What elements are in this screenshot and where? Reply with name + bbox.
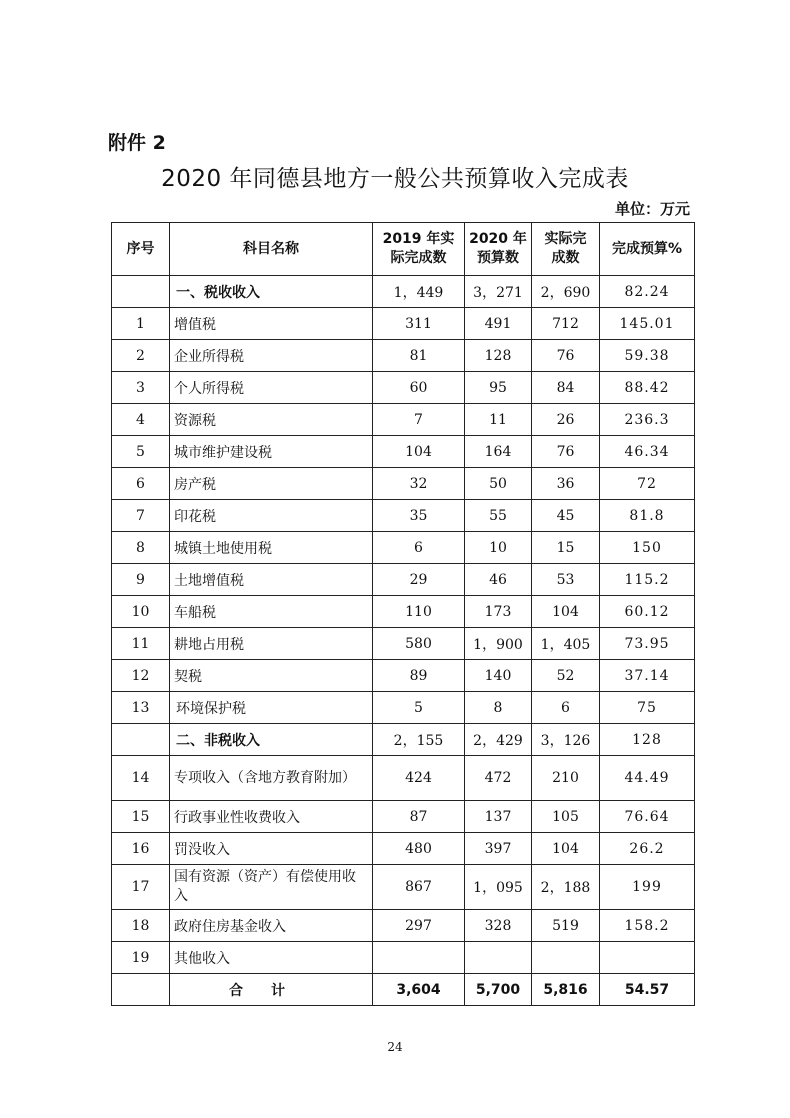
row-actual-2019: 110: [373, 596, 465, 628]
row-name: 国有资源（资产）有偿使用收入: [170, 865, 373, 910]
row-seq: 9: [112, 564, 170, 596]
total-actual-2019: 3,604: [373, 974, 465, 1006]
row-budget-2020: 8: [465, 692, 532, 724]
row-name: 个人所得税: [170, 372, 373, 404]
row-budget-2020: 46: [465, 564, 532, 596]
row-pct: 82.24: [600, 276, 695, 308]
row-actual: 52: [532, 660, 600, 692]
row-actual: 6: [532, 692, 600, 724]
row-actual-2019: 311: [373, 308, 465, 340]
table-row: [112, 660, 695, 692]
row-name: 契税: [170, 660, 373, 692]
col-header-actual-line2: 成数: [551, 250, 580, 266]
row-actual-2019: 424: [373, 756, 465, 801]
row-budget-2020: 55: [465, 500, 532, 532]
row-seq: 4: [112, 404, 170, 436]
total-actual: 5,816: [532, 974, 600, 1006]
row-actual-2019: 297: [373, 910, 465, 942]
row-actual: [532, 942, 600, 974]
row-pct: 60.12: [600, 596, 695, 628]
row-seq: 2: [112, 340, 170, 372]
row-actual-2019: 60: [373, 372, 465, 404]
row-pct: 44.49: [600, 756, 695, 801]
table-row: [112, 942, 695, 974]
row-name: 二、非税收入: [170, 724, 373, 756]
row-pct: 115.2: [600, 564, 695, 596]
row-seq: 13: [112, 692, 170, 724]
table-row: [112, 692, 695, 724]
row-seq: 16: [112, 833, 170, 865]
row-actual: 105: [532, 801, 600, 833]
row-actual-2019: 104: [373, 436, 465, 468]
col-header-budget-2020-line1: 2020 年: [469, 231, 527, 247]
row-seq: 18: [112, 910, 170, 942]
row-actual-2019: 7: [373, 404, 465, 436]
row-actual: 104: [532, 596, 600, 628]
attachment-label: 附件 2: [108, 132, 166, 154]
row-actual-2019: 6: [373, 532, 465, 564]
total-seq-empty: [112, 974, 170, 1006]
row-name: 城镇土地使用税: [170, 532, 373, 564]
row-pct: 150: [600, 532, 695, 564]
row-budget-2020: 173: [465, 596, 532, 628]
row-budget-2020: 472: [465, 756, 532, 801]
row-pct: 145.01: [600, 308, 695, 340]
row-pct: 75: [600, 692, 695, 724]
row-budget-2020: [465, 942, 532, 974]
row-pct: 37.14: [600, 660, 695, 692]
table-row: [112, 532, 695, 564]
row-actual: 45: [532, 500, 600, 532]
row-pct: 46.34: [600, 436, 695, 468]
row-pct: 199: [600, 865, 695, 910]
row-actual: 76: [532, 436, 600, 468]
row-budget-2020: 2，429: [465, 724, 532, 756]
row-name: 耕地占用税: [170, 628, 373, 660]
row-name: 罚没收入: [170, 833, 373, 865]
row-budget-2020: 328: [465, 910, 532, 942]
row-seq: 6: [112, 468, 170, 500]
table-row: [112, 404, 695, 436]
row-seq: 17: [112, 865, 170, 910]
table-row: [112, 865, 695, 910]
row-budget-2020: 137: [465, 801, 532, 833]
row-actual: 519: [532, 910, 600, 942]
col-header-budget-2020-line2: 预算数: [477, 250, 519, 266]
row-actual-2019: 2，155: [373, 724, 465, 756]
row-seq: [112, 724, 170, 756]
row-actual: 1，405: [532, 628, 600, 660]
col-header-actual-2019: [373, 223, 465, 276]
table-row: [112, 833, 695, 865]
row-seq: 5: [112, 436, 170, 468]
row-actual-2019: 87: [373, 801, 465, 833]
col-header-actual: [532, 223, 600, 276]
row-pct: [600, 942, 695, 974]
row-name: 城市维护建设税: [170, 436, 373, 468]
total-pct: 54.57: [600, 974, 695, 1006]
row-seq: 12: [112, 660, 170, 692]
row-budget-2020: 1，095: [465, 865, 532, 910]
row-pct: 236.3: [600, 404, 695, 436]
row-actual: 2，188: [532, 865, 600, 910]
row-seq: 7: [112, 500, 170, 532]
row-seq: 11: [112, 628, 170, 660]
table-row: [112, 372, 695, 404]
row-budget-2020: 140: [465, 660, 532, 692]
row-budget-2020: 491: [465, 308, 532, 340]
row-name: 行政事业性收费收入: [170, 801, 373, 833]
row-actual: 3，126: [532, 724, 600, 756]
table-row: [112, 564, 695, 596]
col-header-actual-line1: 实际完: [544, 231, 587, 247]
table-row: [112, 628, 695, 660]
row-budget-2020: 164: [465, 436, 532, 468]
table-header-row: [112, 223, 695, 276]
col-header-actual-2019-line2: 际完成数: [390, 250, 447, 266]
table-row: [112, 468, 695, 500]
row-actual: 36: [532, 468, 600, 500]
table-row: [112, 801, 695, 833]
row-actual: 76: [532, 340, 600, 372]
row-name: 资源税: [170, 404, 373, 436]
table-row-section-tax: [112, 276, 695, 308]
row-seq: 8: [112, 532, 170, 564]
row-pct: 88.42: [600, 372, 695, 404]
row-seq: [112, 276, 170, 308]
table-row: [112, 500, 695, 532]
unit-label: 单位：万元: [614, 200, 690, 218]
row-pct: 59.38: [600, 340, 695, 372]
row-actual: 2，690: [532, 276, 600, 308]
row-budget-2020: 10: [465, 532, 532, 564]
row-budget-2020: 397: [465, 833, 532, 865]
row-actual-2019: 1，449: [373, 276, 465, 308]
row-pct: 26.2: [600, 833, 695, 865]
page-number: 24: [387, 1040, 403, 1054]
col-header-name: 科目名称: [170, 223, 373, 276]
row-pct: 81.8: [600, 500, 695, 532]
row-name: 其他收入: [170, 942, 373, 974]
row-actual-2019: 81: [373, 340, 465, 372]
row-name: 环境保护税: [170, 692, 373, 724]
row-actual-2019: 867: [373, 865, 465, 910]
row-seq: 15: [112, 801, 170, 833]
row-pct: 158.2: [600, 910, 695, 942]
table-row-total: [112, 974, 695, 1006]
row-name: 车船税: [170, 596, 373, 628]
row-seq: 3: [112, 372, 170, 404]
table-row: [112, 910, 695, 942]
col-header-budget-2020: [465, 223, 532, 276]
row-pct: 73.95: [600, 628, 695, 660]
table-row: [112, 596, 695, 628]
row-actual: 104: [532, 833, 600, 865]
row-name: 专项收入（含地方教育附加）: [170, 756, 373, 801]
row-pct: 128: [600, 724, 695, 756]
table-row-section-nontax: [112, 724, 695, 756]
col-header-pct: 完成预算%: [600, 223, 695, 276]
row-name: 印花税: [170, 500, 373, 532]
row-pct: 76.64: [600, 801, 695, 833]
row-actual: 26: [532, 404, 600, 436]
row-name: 一、税收收入: [170, 276, 373, 308]
table-row: [112, 340, 695, 372]
row-budget-2020: 95: [465, 372, 532, 404]
row-name: 房产税: [170, 468, 373, 500]
row-seq: 1: [112, 308, 170, 340]
row-actual: 712: [532, 308, 600, 340]
row-actual-2019: 29: [373, 564, 465, 596]
row-name: 土地增值税: [170, 564, 373, 596]
revenue-table: [111, 222, 695, 1006]
row-budget-2020: 50: [465, 468, 532, 500]
table-row: [112, 436, 695, 468]
row-actual-2019: 35: [373, 500, 465, 532]
row-actual: 15: [532, 532, 600, 564]
row-name: 企业所得税: [170, 340, 373, 372]
row-actual-2019: 5: [373, 692, 465, 724]
row-actual-2019: 580: [373, 628, 465, 660]
col-header-actual-2019-line1: 2019 年实: [382, 231, 455, 247]
row-actual-2019: 32: [373, 468, 465, 500]
row-actual: 210: [532, 756, 600, 801]
document-title: 2020 年同德县地方一般公共预算收入完成表: [161, 166, 629, 192]
total-label: 合计: [170, 974, 373, 1006]
row-budget-2020: 11: [465, 404, 532, 436]
row-name: 增值税: [170, 308, 373, 340]
table-row: [112, 756, 695, 801]
row-actual-2019: [373, 942, 465, 974]
row-actual-2019: 89: [373, 660, 465, 692]
row-actual: 84: [532, 372, 600, 404]
row-budget-2020: 128: [465, 340, 532, 372]
row-budget-2020: 3，271: [465, 276, 532, 308]
row-actual-2019: 480: [373, 833, 465, 865]
table-row: [112, 308, 695, 340]
row-name: 政府住房基金收入: [170, 910, 373, 942]
row-pct: 72: [600, 468, 695, 500]
row-budget-2020: 1，900: [465, 628, 532, 660]
row-seq: 19: [112, 942, 170, 974]
row-actual: 53: [532, 564, 600, 596]
row-seq: 14: [112, 756, 170, 801]
total-budget-2020: 5,700: [465, 974, 532, 1006]
col-header-seq: 序号: [112, 223, 170, 276]
row-seq: 10: [112, 596, 170, 628]
